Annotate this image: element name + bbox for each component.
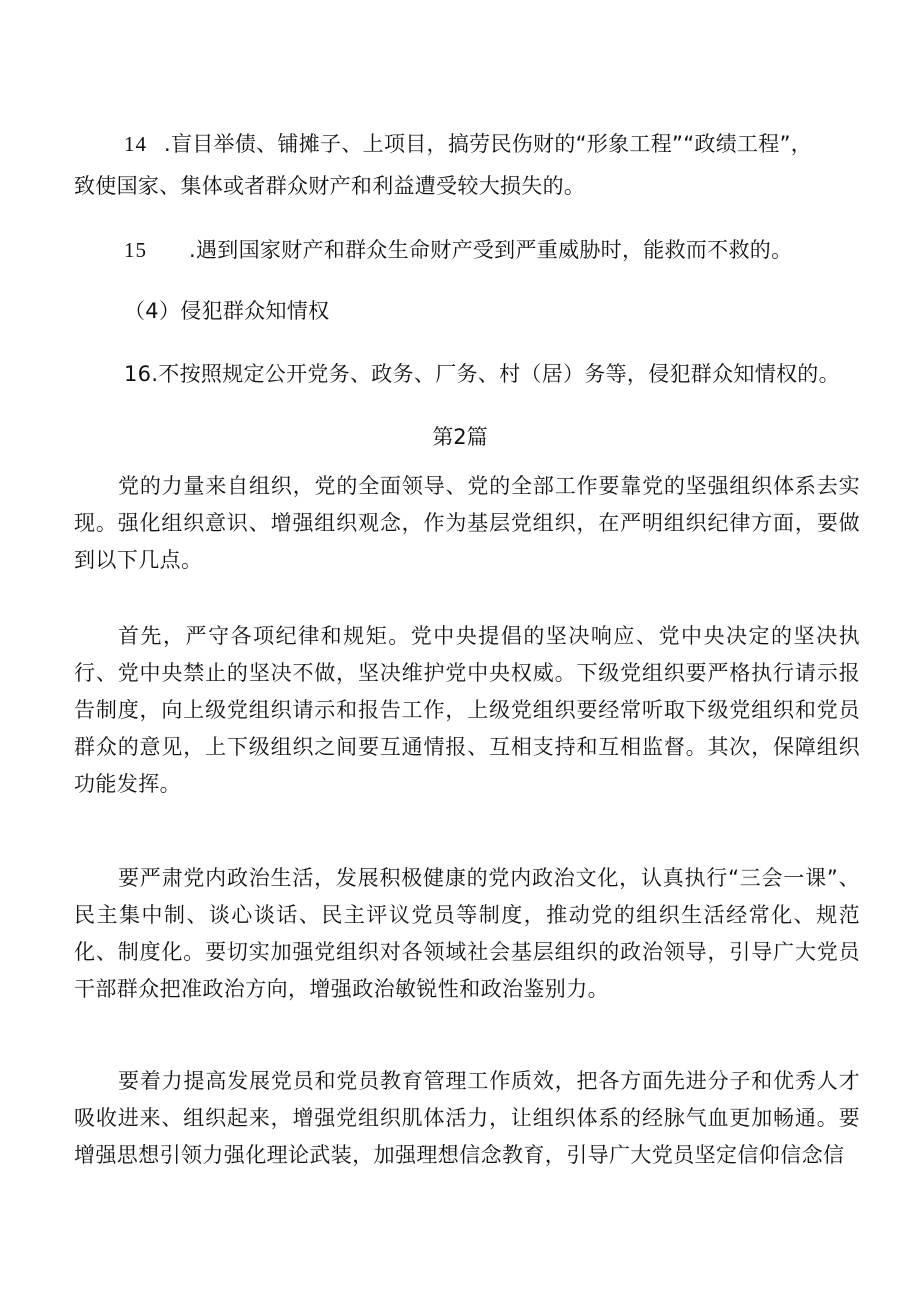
item-14-text-1: .盲目举债、铺摊子、上项目，搞劳民伤财的“形象工程”“政绩工程”， bbox=[163, 132, 813, 156]
section-4-text: 侵犯群众知情权 bbox=[180, 299, 330, 323]
item-14-line-1 bbox=[124, 129, 812, 159]
paragraph-4: 要着力提高发展党员和党员教育管理工作质效，把各方面先进分子和优秀人才吸收进来、组织起来，增强党组织肌体活力，让组织体系的经脉气血更加畅通。要增强思想引领力强化理论武装，加强理想信念教育，引导广大党员坚定信仰信念信 bbox=[74, 1069, 860, 1167]
item-15-text: .遇到国家财产和群众生命财产受到严重威胁时，能救而不救的。 bbox=[189, 238, 793, 262]
paragraph-3: 要严肃党内政治生活，发展积极健康的党内政治文化，认真执行“三会一课”、民主集中制、谈心谈话、民主评议党员等制度，推动党的组织生活经常化、规范化、制度化。要切实加强党组织对各领域社会基层组织的政治领导，引导广大党员干部群众把准政治方向，增强政治敏锐性和政治鉴别力。 bbox=[74, 866, 860, 1001]
item-14-text-2: 致使国家、集体或者群众财产和利益遭受较大损失的。 bbox=[74, 174, 586, 198]
section-4-label: （4） bbox=[124, 299, 181, 323]
item-14-number: 14 bbox=[124, 132, 147, 156]
paragraph-1: 党的力量来自组织，党的全面领导、党的全部工作要靠党的坚强组织体系去实现。强化组织意识、增强组织观念，作为基层党组织，在严明组织纪律方面，要做到以下几点。 bbox=[74, 474, 860, 572]
item-15-number: 15 bbox=[124, 238, 147, 262]
article-title: 第2篇 bbox=[432, 425, 488, 449]
item-16-text: 16.不按照规定公开党务、政务、厂务、村（居）务等，侵犯群众知情权的。 bbox=[124, 362, 840, 386]
item-14-line-2 bbox=[74, 171, 585, 201]
section-4-heading bbox=[124, 296, 329, 326]
paragraph-2: 首先，严守各项纪律和规矩。党中央提倡的坚决响应、党中央决定的坚决执行、党中央禁止的坚决不做，坚决维护党中央权威。下级党组织要严格执行请示报告制度，向上级党组织请示和报告工作，上级党组织要经常听取下级党组织和党员群众的意见，上下级组织之间要互通情报、互相支持和互相监督。其次，保障组织功能发挥。 bbox=[74, 624, 860, 796]
item-15-line bbox=[124, 235, 792, 265]
item-16-line bbox=[124, 359, 840, 389]
